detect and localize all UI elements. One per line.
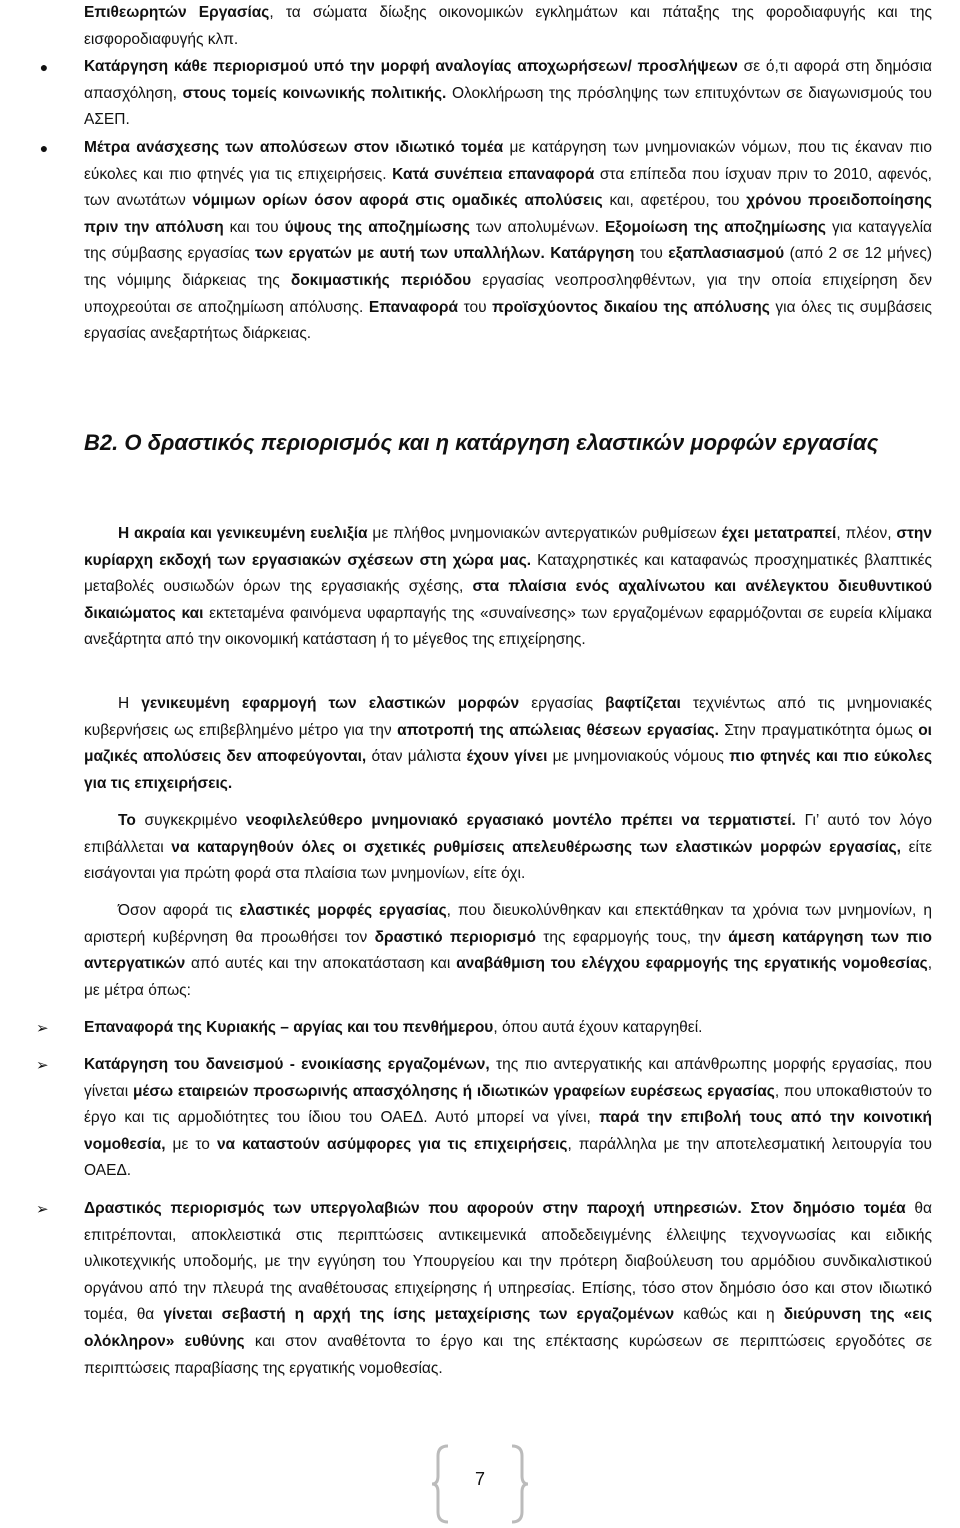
- bold-text: στους τομείς κοινωνικής πολιτικής.: [182, 84, 447, 102]
- text-run: στα επίπεδα που ίσχυαν πριν το 2010, αφενός, των ανωτάτων: [84, 165, 932, 210]
- text-run: με μνημονιακούς νόμους: [547, 748, 730, 766]
- rich-text: [84, 4, 932, 48]
- bold-text: νόμιμων ορίων όσον αφορά στις ομαδικές απολύσεις: [192, 192, 603, 210]
- bold-text: δραστικό περιορισμό: [374, 928, 536, 946]
- bold-text: αποτροπή της απώλειας θέσεων εργασίας.: [397, 721, 719, 739]
- rich-text: [84, 902, 932, 999]
- text-run: με πλήθος μνημονιακών αντεργατικών ρυθμίσεων: [367, 525, 722, 542]
- bold-text: πιο φτηνές και πιο εύκολες για τις επιχειρήσεις.: [84, 748, 933, 792]
- arrow-bullet-icon: ➢: [36, 1201, 49, 1218]
- text-run: Ολοκλήρωση της πρόσληψης των επιτυχόντων σε διαγωνισμούς του ΑΣΕΠ.: [84, 84, 932, 129]
- bold-text: Επαναφορά της Κυριακής – αργίας και του πενθήμερου: [84, 1019, 494, 1036]
- text-run: με το: [165, 1135, 217, 1153]
- bold-text: προϊσχύοντος δικαίου της απόλυσης: [492, 298, 770, 316]
- arrow-bullet-icon: ➢: [36, 1020, 49, 1037]
- rich-text: [84, 1056, 932, 1179]
- text-run: του: [458, 298, 493, 316]
- bullet-dot-icon: ●: [39, 140, 49, 156]
- bold-text: αναβάθμιση του ελέγχου εφαρμογής της εργατικής νομοθεσίας: [456, 955, 928, 973]
- text-run: θα επιτρέπονται, αποκλειστικά στις περιπτώσεις αντικειμενικά αποδεδειγμένης έλλειψης τεχνογνωσίας και ειδικής υλικοτεχνικής υποδομής, με την εγγύηση του Υπουργείου και την πρότερη διαβούλευση του αρμόδιου συνδικαλιστικού οργάνου από την πλευρά της αναθέτουσας επιχείρησης ή υπηρεσίας. Επίσης, τόσο στον δημόσιο όσο και στον ιδιωτικό τομέα, θα: [84, 1200, 933, 1324]
- arrow-bullet-icon: ➢: [36, 1057, 49, 1074]
- text-run: για καταγγελία της σύμβασης εργασίας: [84, 218, 933, 263]
- bullet-dot-icon: ●: [39, 59, 49, 75]
- text-run: εργασίας: [519, 695, 606, 712]
- text-run: , τα σώματα δίωξης οικονομικών εγκλημάτων και πάταξης της φοροδιαφυγής και της εισφοροδιαφυγής κλπ.: [84, 4, 932, 48]
- arrow-item-temp-agency: [36, 1052, 933, 1185]
- text-run: Καταχρηστικές και καταφανώς προσχηματικές βλαπτικές μεταβολές ουσιωδών όρων της εργασιακής σχέσης,: [84, 551, 932, 596]
- text-run: Η: [118, 695, 142, 712]
- paragraph-model-end: [84, 808, 932, 888]
- paragraph-flexible-forms: [84, 691, 932, 797]
- text-run: της εφαρμογής τους, την: [535, 928, 729, 946]
- bullet-item-inspectorates-cont: [84, 0, 932, 53]
- rich-text: [84, 58, 932, 128]
- bold-text: γενικευμένη εφαρμογή των ελαστικών μορφών: [141, 695, 520, 712]
- bold-text: να καταστούν ασύμφορες για τις επιχειρήσεις: [216, 1135, 568, 1153]
- text-run: και του: [223, 218, 285, 236]
- text-run: των απολυμένων.: [469, 218, 605, 236]
- text-run: καθώς και η: [674, 1306, 784, 1324]
- rich-text: [84, 812, 932, 882]
- bullet-item-public-hiring: [39, 54, 932, 134]
- bold-text: βαφτίζεται: [605, 695, 681, 712]
- section-heading: Β2. Ο δραστικός περιορισμός και η κατάργηση ελαστικών μορφών εργασίας: [84, 430, 879, 455]
- text-run: , που υποκαθιστούν το έργο και τις αρμοδιότητες του ίδιου του ΟΑΕΔ. Αυτό μπορεί να γίνει,: [84, 1082, 932, 1127]
- text-run: και στον αναθέτοντα το έργο και της επέκτασης κυρώσεων σε περιπτώσεις εργοδότες σε περιπτώσεις παραβίασης της εργατικής νομοθεσίας.: [84, 1332, 932, 1377]
- bold-text: στα πλαίσια ενός αχαλίνωτου και ανέλεγκτου διευθυντικού δικαιώματος και: [84, 578, 932, 622]
- rich-text: [84, 695, 932, 792]
- bold-text: Στον δημόσιο τομέα: [750, 1200, 906, 1217]
- text-run: σε ό,τι αφορά στη δημόσια απασχόληση,: [84, 58, 932, 102]
- bold-text: Εξομοίωση της αποζημίωσης: [604, 218, 826, 236]
- text-run: και, αφετέρου, του: [602, 192, 747, 210]
- arrow-item-sunday: [36, 1015, 932, 1042]
- bold-text: μέσω εταιρειών προσωρινής απασχόλησης ή ιδιωτικών γραφείων ευρέσεως εργασίας: [132, 1082, 775, 1100]
- bold-text: των εργατών με αυτή των υπαλλήλων.: [254, 245, 545, 263]
- bold-text: δοκιμαστικής περιόδου: [290, 271, 472, 289]
- text-run: συγκεκριμένο: [135, 812, 246, 829]
- bold-text: Επιθεωρητών Εργασίας: [84, 4, 270, 21]
- text-run: για όλες τις συμβάσεις εργασίας ανεξαρτήτως διάρκειας.: [84, 298, 932, 343]
- bold-text: Κατάργηση: [550, 245, 635, 263]
- text-run: εργασίας νεοπροσληφθέντων, για την οποία επιχείρηση δεν υποχρεούται σε αποζημίωση απόλυσης.: [84, 271, 932, 316]
- text-run: από αυτές και την αποκατάσταση και: [185, 955, 457, 973]
- rich-text: [84, 1200, 932, 1377]
- bold-text: Κατάργηση του δανεισμού - ενοικίασης εργαζομένων,: [84, 1056, 490, 1073]
- page-number: 7: [474, 1469, 485, 1489]
- text-run: , που διευκολύνθηκαν και επεκτάθηκαν τα χρόνια των μνημονίων, η αριστερή κυβέρνηση θα προωθήσει τον: [84, 902, 932, 946]
- bullet-item-dismissals: [39, 135, 933, 348]
- bold-text: άμεση κατάργηση των πιο αντεργατικών: [84, 928, 932, 973]
- right-brace-icon: [508, 1444, 530, 1524]
- bold-text: έχουν γίνει: [466, 748, 548, 766]
- text-run: τεχνιέντως από τις μνημονιακές κυβερνήσεις ως επιβεβλημένο μέτρο για την: [84, 695, 933, 739]
- arrow-item-subcontracting: [36, 1196, 933, 1382]
- bold-text: Η ακραία και γενικευμένη ευελιξία: [118, 525, 368, 542]
- bold-text: Το: [118, 812, 136, 829]
- bold-text: χρόνου προειδοποίησης πριν την απόλυση: [84, 192, 932, 236]
- rich-text: [84, 1019, 702, 1036]
- bold-text: έχει μετατραπεί: [721, 525, 837, 542]
- rich-text: [84, 139, 932, 342]
- bold-text: διεύρυνση της «εις ολόκληρον» ευθύνης: [84, 1306, 932, 1350]
- text-run: , πλέον,: [836, 525, 897, 542]
- text-run: Όσον αφορά τις: [118, 902, 240, 919]
- text-run: Γι’ αυτό τον λόγο επιβάλλεται: [84, 812, 932, 856]
- bold-text: νεοφιλελεύθερο μνημονιακό εργασιακό μοντέλο πρέπει να τερματιστεί.: [245, 812, 796, 829]
- text-run: (από 2 σε 12 μήνες) της νόμιμης διάρκειας της: [84, 245, 932, 289]
- text-run: εκτεταμένα φαινόμενα υφαρπαγής της «συναίνεσης» των εργαζομένων εφαρμόζονται σε ευρεία κλίμακα ανεξάρτητα από την οικονομική κατάσταση ή το μέγεθος της επιχείρησης.: [84, 604, 933, 649]
- bold-text: οι μαζικές απολύσεις δεν αποφεύγονται,: [84, 721, 932, 766]
- text-run: της πιο αντεργατικής και απάνθρωπης μορφής εργασίας, που γίνεται: [84, 1056, 932, 1100]
- text-run: με κατάργηση των μνημονιακών νόμων, που τις έκαναν πιο εύκολες και πιο φτηνές για τις επιχειρήσεις.: [84, 139, 932, 183]
- bold-text: Επαναφορά: [368, 298, 459, 316]
- bold-text: Κατάργηση κάθε περιορισμού υπό την μορφή αναλογίας αποχωρήσεων/ προσλήψεων: [84, 58, 738, 75]
- page-footer: [430, 1444, 530, 1524]
- text-run: όταν μάλιστα: [366, 748, 467, 766]
- bold-text: ύψους της αποζημίωσης: [284, 218, 470, 236]
- text-run: είτε εισάγονται για πρώτη φορά στα πλαίσια των μνημονίων, είτε όχι.: [84, 838, 932, 883]
- text-run: , όπου αυτά έχουν καταργηθεί.: [493, 1019, 703, 1036]
- bold-text: παρά την επιβολή τους από την κοινοτική νομοθεσία,: [84, 1109, 933, 1153]
- bold-text: να καταργηθούν όλες οι σχετικές ρυθμίσεις απελευθέρωσης των ελαστικών μορφών εργασίας,: [171, 838, 901, 856]
- rich-text: [84, 525, 932, 648]
- bold-text: ελαστικές μορφές εργασίας: [239, 902, 447, 919]
- bold-text: γίνεται σεβαστή η αρχή της ίσης μεταχείρισης των εργαζομένων: [163, 1306, 675, 1324]
- bold-text: εξαπλασιασμού: [668, 245, 785, 263]
- text-run: , παράλληλα με την αποτελεσματική λειτουργία του ΟΑΕΔ.: [84, 1135, 932, 1180]
- bold-text: Μέτρα ανάσχεσης των απολύσεων στον ιδιωτικό τομέα: [84, 139, 504, 156]
- bold-text: Κατά συνέπεια επαναφορά: [392, 165, 595, 183]
- paragraph-flexibility: [84, 521, 932, 654]
- bold-text: Δραστικός περιορισμός των υπεργολαβιών που αφορούν στην παροχή υπηρεσιών.: [84, 1200, 742, 1217]
- text-run: , με μέτρα όπως:: [84, 955, 932, 999]
- text-run: Στην πραγματικότητα όμως: [718, 721, 919, 739]
- text-run: του: [634, 245, 669, 263]
- paragraph-measures-intro: [84, 898, 932, 1004]
- bold-text: στην κυρίαρχη εκδοχή των εργασιακών σχέσεων στη χώρα μας.: [84, 525, 932, 569]
